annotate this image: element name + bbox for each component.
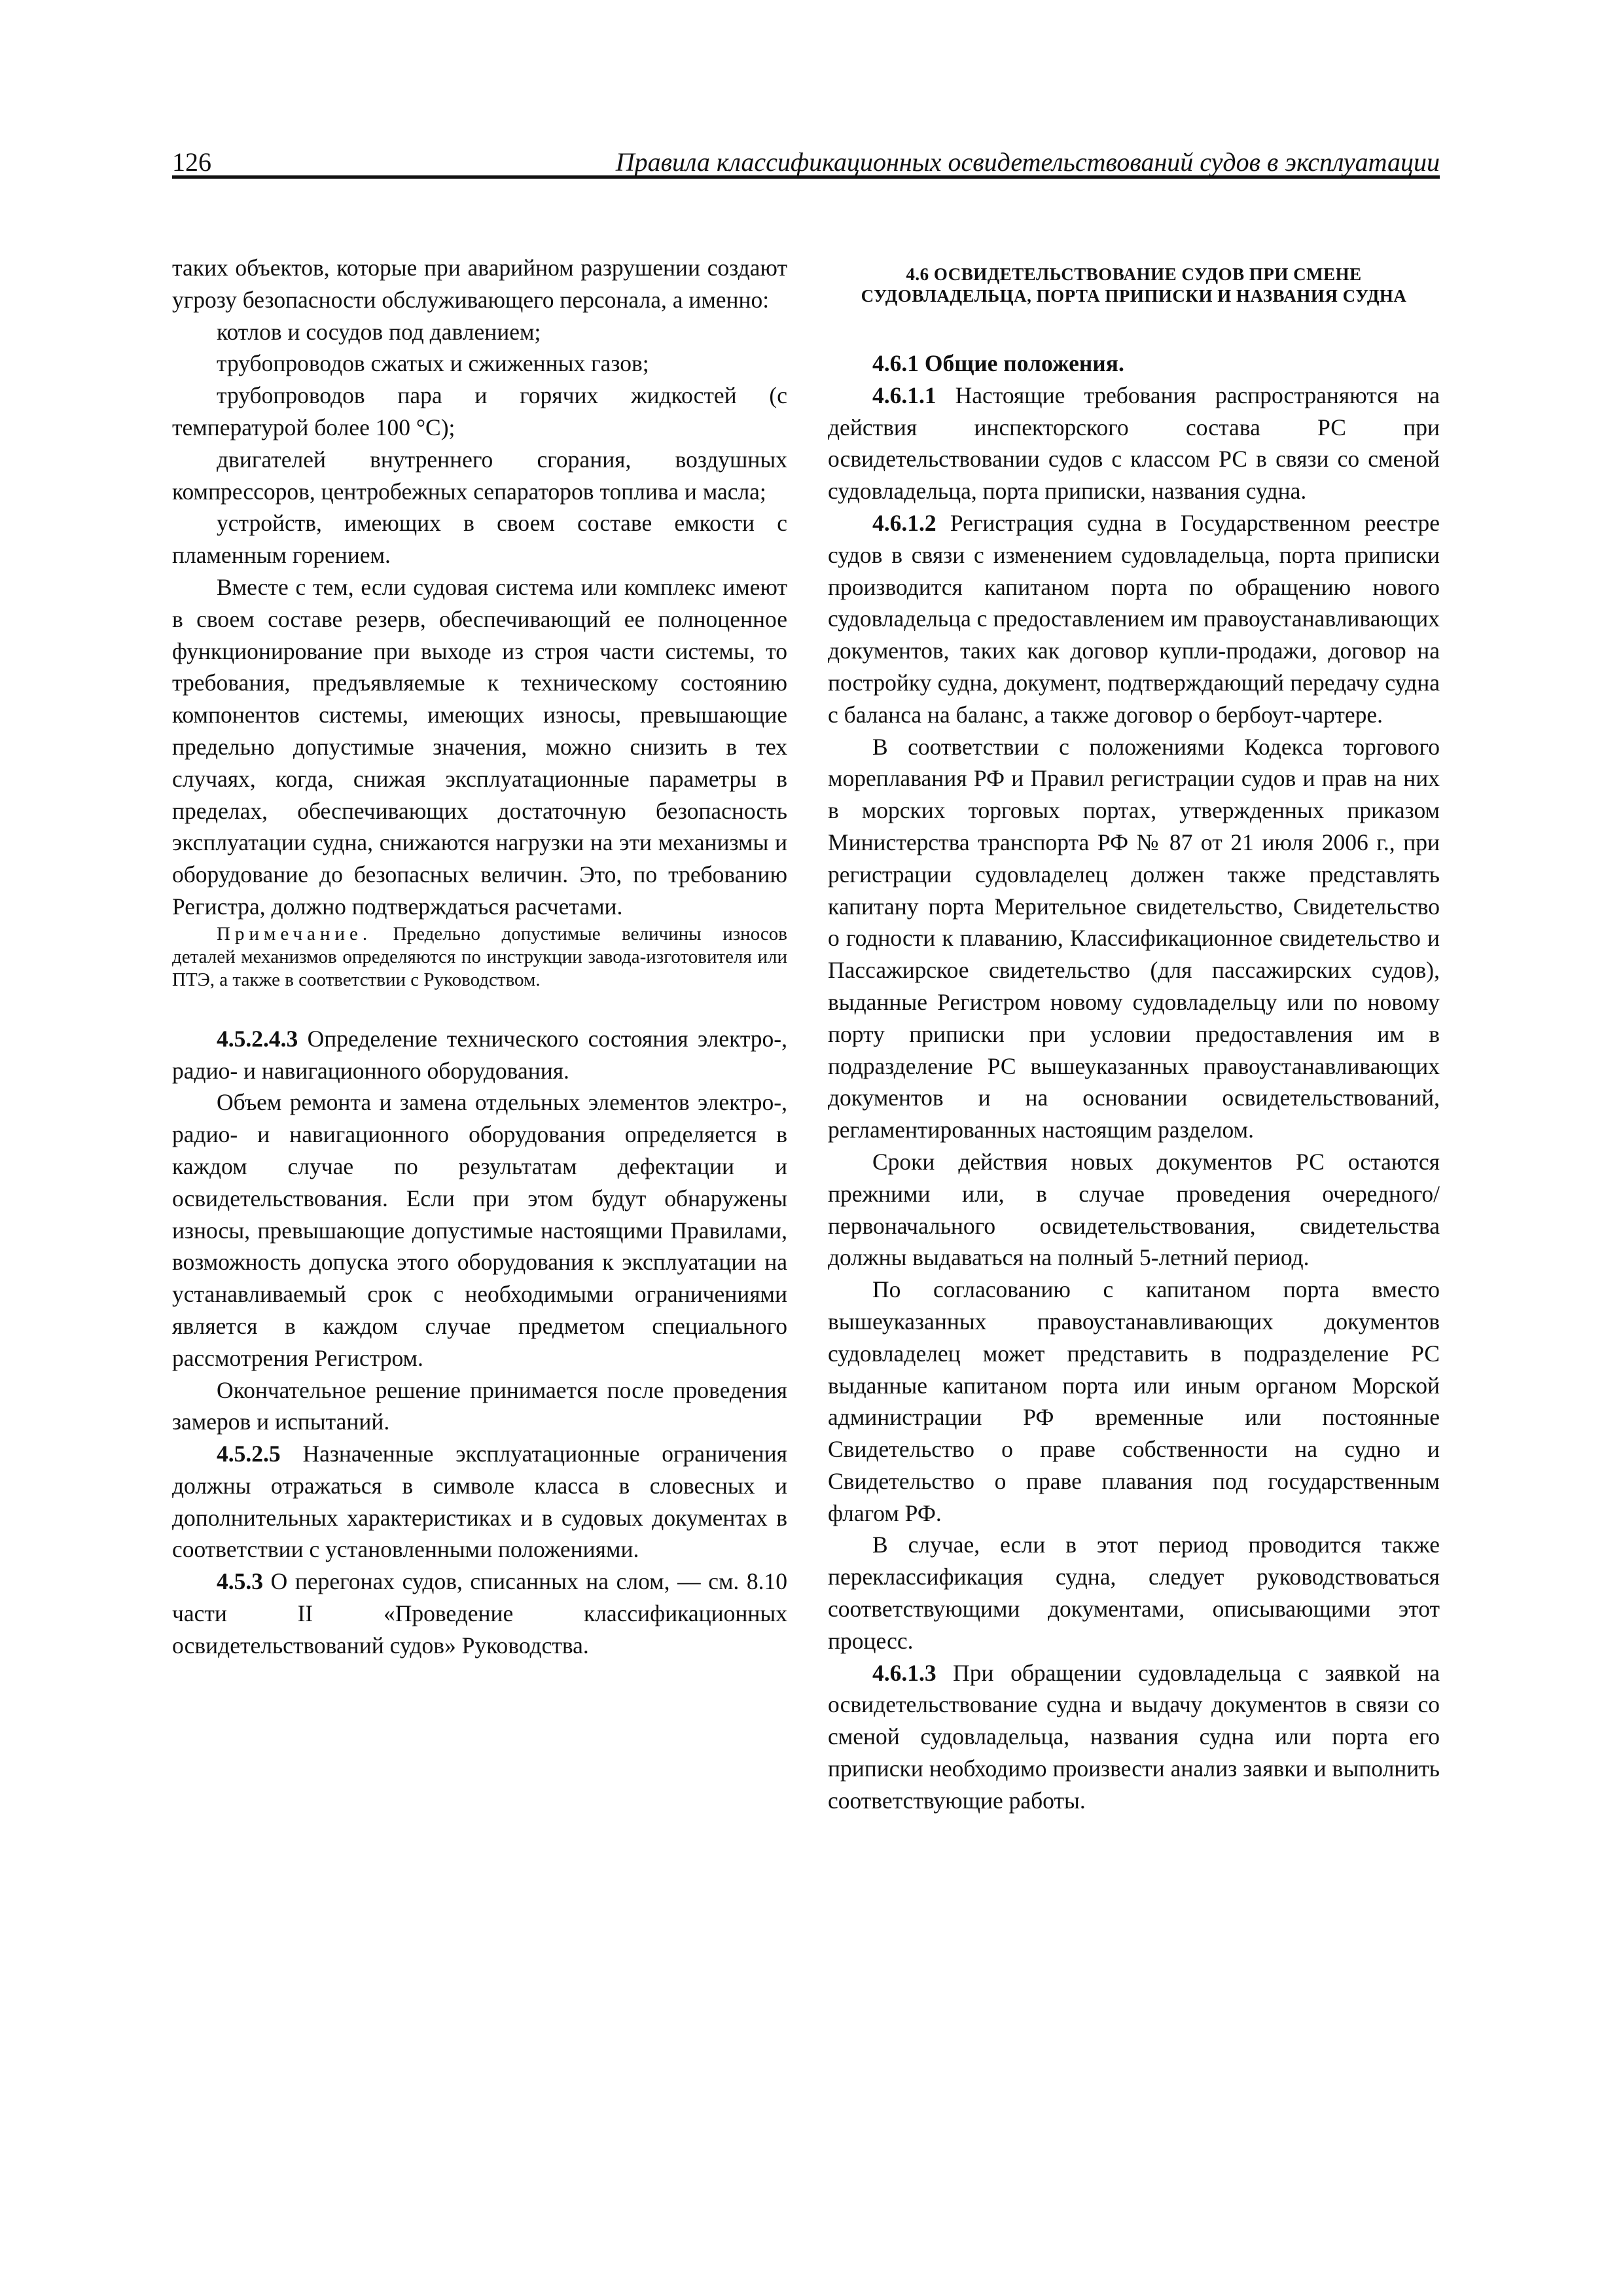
clause-text: Назначенные эксплуатационные ограничения должны отражаться в символе класса в словесных и дополнительных характеристиках и в судовых документах в соответствии с установленными положениями.: [172, 1441, 787, 1563]
header-rule: [172, 175, 1440, 179]
clause-number: 4.6.1.3: [872, 1659, 936, 1686]
final-decision-paragraph: Окончательное решение принимается после проведения замеров и испытаний.: [172, 1376, 787, 1435]
clause-4-6-1-3: [828, 1657, 1440, 1817]
repair-paragraph: Объем ремонта и замена отдельных элементов электро-, радио- и навигационного оборудования определяется в каждом случае по результатам дефектации и освидетельствования. Если при этом будут обнаружены износы, превышающие допустимые настоящими Правилами, возможность допуска этого оборудования к эксплуатации на устанавливаемый срок с необходимыми ограничениями является в каждом случае предметом специального рассмотрения Регистром.: [172, 1089, 787, 1371]
clause-4-5-3: [172, 1566, 787, 1661]
list-item: двигателей внутреннего сгорания, воздушных компрессоров, центробежных сепараторов топлива и масла;: [172, 446, 787, 505]
reclassification-paragraph: В случае, если в этот период проводится также переклассификация судна, следует руководствоваться соответствующими документами, описывающими этот процесс.: [828, 1532, 1440, 1654]
clause-text: Определение технического состояния электро-, радио- и навигационного оборудования.: [172, 1025, 787, 1084]
clause-4-5-2-5: [172, 1438, 787, 1566]
list-item: устройств, имеющих в своем составе емкости с пламенным горением.: [172, 510, 787, 569]
reserve-paragraph: Вместе с тем, если судовая система или комплекс имеют в своем составе резерв, обеспечивающий ее полноценное функционирование при выходе из строя части системы, то требования, предъявляемые к техническому состоянию компонентов системы, имеющих износы, превышающие предельно допустимые значения, можно снизить в тех случаях, когда, снижая эксплуатационные параметры в пределах, обеспечивающих достаточную безопасность эксплуатации судна, снижаются нагрузки на эти механизмы и оборудование до безопасных величин. Это, по требованию Регистра, должно подтверждаться расчетами.: [172, 573, 787, 920]
clause-number: 4.5.3: [217, 1568, 263, 1595]
clause-number: 4.5.2.4.3: [217, 1025, 298, 1052]
clause-number: 4.6.1.1: [872, 382, 936, 408]
clause-4-5-2-4-3: [172, 1023, 787, 1087]
page-number: 126: [172, 147, 211, 177]
running-title: Правила классификационных освидетельствований судов в эксплуатации: [615, 147, 1440, 177]
clause-4-6-1-1: [828, 380, 1440, 507]
agreement-paragraph: По согласованию с капитаном порта вместо вышеуказанных правоустанавливающих документов судовладелец может представить в подразделение РС выданные капитаном порта или иным органом Морской администрации РФ временные или постоянные Свидетельство о праве собственности на судно и Свидетельство о праве плавания под государственным флагом РФ.: [828, 1276, 1440, 1526]
subsection-title: 4.6.1 Общие положения.: [872, 350, 1124, 376]
note-text: Предельно допустимые величины износов деталей механизмов определяются по инструкции завода-изготовителя или ПТЭ, а также в соответствии с Руководством.: [172, 923, 787, 990]
section-title: 4.6 ОСВИДЕТЕЛЬСТВОВАНИЕ СУДОВ ПРИ СМЕНЕ СУДОВЛАДЕЛЬЦА, ПОРТА ПРИПИСКИ И НАЗВАНИЯ СУДНА: [861, 264, 1407, 306]
clause-number: 4.6.1.2: [872, 509, 936, 536]
codex-paragraph: В соответствии с положениями Кодекса торгового мореплавания РФ и Правил регистрации судов и прав на них в морских торговых портах, утвержденных приказом Министерства транспорта РФ № 87 от 21 июля 2006 г., при регистрации судовладелец должен также представлять капитану порта Мерительное свидетельство, Свидетельство о годности к плаванию, Классификационное свидетельство и Пассажирское свидетельство (для пассажирских судов), выданные Регистром новому судовладельцу или по новому порту приписки при условии предоставления им в подразделение РС вышеуказанных правоустанавливающих документов и на основании освидетельствований, регламентированных настоящим разделом.: [828, 733, 1440, 1143]
clause-text: При обращении судовладельца с заявкой на освидетельствование судна и выдачу документов в связи со сменой судовладельца, названия судна или порта его приписки необходимо произвести анализ заявки и выполнить соответствующие работы.: [828, 1659, 1440, 1814]
right-column: [828, 252, 1440, 1817]
clause-text: О перегонах судов, списанных на слом, — см. 8.10 части II «Проведение классификационных освидетельствований судов» Руководства.: [172, 1568, 787, 1659]
list-item: трубопроводов пара и горячих жидкостей (с температурой более 100 °С);: [172, 382, 787, 440]
note: [172, 923, 787, 992]
validity-paragraph: Сроки действия новых документов РС остаются прежними или, в случае проведения очередного/первоначального освидетельствования, свидетельства должны выдаваться на полный 5-летний период.: [828, 1148, 1440, 1271]
clause-text: Настоящие требования распространяются на действия инспекторского состава РС при освидетельствовании судов с классом РС в связи со сменой судовладельца, порта приписки, названия судна.: [828, 382, 1440, 505]
clause-4-6-1-2: [828, 507, 1440, 731]
intro-paragraph: таких объектов, которые при аварийном разрушении создают угрозу безопасности обслуживающего персонала, а именно:: [172, 255, 787, 313]
list-item: котлов и сосудов под давлением;: [217, 318, 541, 345]
clause-number: 4.5.2.5: [217, 1441, 281, 1467]
clause-text: Регистрация судна в Государственном реестре судов в связи с изменением судовладельца, порта приписки производится капитаном порта по обращению нового судовладельца с предоставлением им правоустанавливающих документов, таких как договор купли-продажи, договор на постройку судна, документ, подтверждающий передачу судна с баланса на баланс, а также договор о бербоут-чартере.: [828, 509, 1440, 728]
left-column: [172, 252, 787, 1662]
list-item: трубопроводов сжатых и сжиженных газов;: [217, 350, 649, 377]
note-label: Примечание.: [217, 923, 372, 944]
